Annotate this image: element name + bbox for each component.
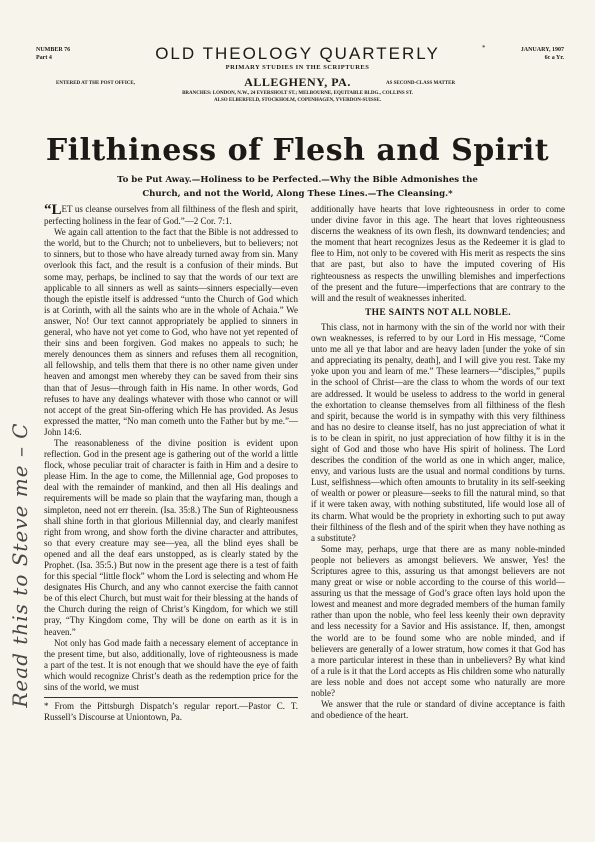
issue-part: Part 4 (36, 55, 52, 61)
branch-offices (70, 90, 525, 104)
branches-line-1: BRANCHES: LONDON, N.W., 24 EVERSHOLT ST.; MELBOURNE, EQUITABLE BLDG., COLLINS ST. (182, 91, 413, 96)
entered-notice: ENTERED AT THE POST OFFICE, (56, 81, 135, 86)
paragraph: This class, not in harmony with the sin of the world nor with their own weaknesses, is referred to by our Lord in His message, “Come unto me all ye that labor and are heavy laden [under the yoke of sin and appreciating its penalty, death], and I will give you rest. Take my yoke upon you and learn of me.” These learners—“disciples,” pupils in the school of Christ—are the class to whom the words of our text are addressed. It would be useless to address to the world in general the exhortation to cleanse themselves from all filthiness of the flesh and spirit, because the world is in sympathy with this very filthiness and has no desire to cleanse itself, has no just appreciation of what it is to be clean in spirit, no just appreciation of how filthy it is in the sight of God and those who have His spirit of holiness. The Lord describes the condition of the world as one in which anger, malice, envy, and various lusts are the usual and normal conditions by turns. Lust, selfishness—which often amounts to brutality in its self-seeking of wealth or power or pleasure—seeks to fill the natural mind, so that if it were taken away, with nothing substituted, life would lose all of its charm. What would be the propriety in exhorting such to put away their filthiness of the flesh and of the spirit when they have nothing as a substitute? (311, 321, 565, 543)
issue-date-price (516, 46, 564, 62)
publication-title: OLD THEOLOGY QUARTERLY (155, 44, 440, 63)
section-heading: THE SAINTS NOT ALL NOBLE. (365, 307, 511, 318)
publication-place: ALLEGHENY, PA. (244, 75, 351, 89)
mail-class-notice: AS SECOND-CLASS MATTER (386, 81, 456, 86)
issue-info (36, 46, 70, 62)
paragraph-text: ET us cleanse ourselves from all filthiness of the flesh and spirit, perfecting holiness in the fear of God.”—2 Cor. 7:1. (44, 204, 298, 227)
article-title: Filthiness of Flesh and Spirit (45, 133, 550, 168)
paragraph (44, 204, 298, 227)
left-column (44, 204, 298, 723)
paragraph: additionally have hearts that love righteousness in order to come under divine favor in this age. The heart that loves righteousness discerns the weakness of its own flesh, its downward tendencies; and the moment that heart recognizes Jesus as the Redeemer it is glad to flee to Him, not only to be covered with His merit as respects the sins that are past, but also to have the imputed covering of His righteousness as respects the unwilling blemishes and imperfections of the present and the future—imperfections that are contrary to the will and the result of weaknesses inherited. (311, 204, 565, 303)
issue-price: 6c a Yr. (544, 55, 564, 61)
paragraph: Not only has God made faith a necessary element of acceptance in the present time, but also, additionally, love of righteousness is made a part of the test. It is not enough that we should have the eye of faith which would recognize Christ’s death as the redemption price for the sins of the world, we must (44, 637, 298, 693)
paragraph: We again call attention to the fact that the Bible is not addressed to the world, but to the Church; not to unbelievers, but to believers; not to sinners, but to those who have already turned away from sin. Many overlook this fact, and the result is a confusion of their minds. But some may, perhaps, be inclined to say that the words of our text are applicable to all sinners as well as saints—sinners especially—even though the epistle itself is addressed “unto the Church of God which is at Corinth, with all the saints who are in the whole of Achaia.” We answer, No! Our text cannot appropriately be applied to sinners in general, who have not yet come to God, who have not yet repented of their sins and been forgiven. God makes no appeals to such; he merely denounces them as sinners and refuses them all recognition, all fellowship, and tells them that there is no other name given under heaven and amongst men whereby they can be saved from their sins than that of Jesus—through faith in His name. In other words, God refuses to have any dealings whatever with those who cannot or will not accept of the great Sin-offering which He has provided. As Jesus expressed the matter, “No man cometh unto the Father but by me.”—John 14:6. (44, 227, 298, 437)
article-subtitle-line-2: Church, and not the World, Along These Lines.—The Cleansing.* (142, 189, 453, 199)
footnote: * From the Pittsburgh Dispatch’s regular report.—Pastor C. T. Russell’s Discourse at Uniontown, Pa. (44, 697, 298, 723)
masthead-asterisk: * (482, 44, 486, 52)
article-subtitle (40, 173, 555, 201)
right-column (311, 204, 565, 721)
drop-cap: “L (44, 202, 62, 218)
issue-date: JANUARY, 1907 (520, 47, 564, 53)
handwritten-margin-note: Read this to Steve me – C (8, 422, 32, 708)
paragraph: The reasonableness of the divine position is evident upon reflection. God in the present age is gathering out of the world a little flock, whose peculiar trait of character is faith in Him and a desire to please Him. In the age to come, the Millennial age, God proposes to deal with the remainder of mankind, and then all His dealings and requirements will be made so plain that the wayfaring man, though a simpleton, need not err therein. (Isa. 35:8.) The Sun of Righteousness shall shine forth in that glorious Millennial day, and clearly manifest right from wrong, and show forth the divine character and attributes, so that every creature may see—yea, all the blind eyes shall be opened and all the deaf ears unstopped, as is clearly stated by the Prophet. (Isa. 35:5.) But now in the present age there is a test of faith for this special “little flock” whom the Lord is selecting and whom He designates His Church, and any who cannot exercise the faith cannot be of this elect Church, but must wait for their blessing at the hands of the Church during the reign of Christ’s Kingdom, for which we still pray, “Thy Kingdom come, Thy will be done on earth as it is in heaven.” (44, 437, 298, 637)
article-subtitle-line-1: To be Put Away.—Holiness to be Perfected.—Why the Bible Admonishes the (117, 175, 478, 185)
publication-subtitle: PRIMARY STUDIES IN THE SCRIPTURES (225, 64, 370, 71)
branches-line-2: ALSO ELBERFELD, STOCKHOLM, COPENHAGEN, YVERDON-SUISSE. (214, 98, 381, 103)
paragraph: We answer that the rule or standard of divine acceptance is faith and obedience of the heart. (311, 699, 565, 721)
issue-number: NUMBER 76 (36, 47, 71, 53)
paragraph: Some may, perhaps, urge that there are as many noble-minded people not believers as amongst believers. We answer, Yes! the Scriptures agree to this, assuring us that amongst believers are not many great or wise or noble according to the course of this world—assuring us that the message of God’s grace often lays hold upon the lowest and meanest and more degraded members of the human family rather than upon the noble, who feel less keenly their own depravity and less necessity for a Savior and His assistance. If, then, amongst the world are to be found some who are noble minded, and if believers are generally of a lower stratum, how comes it that God has a more particular interest in these than in unbelievers? By what kind of a rule is it that the Lord accepts as His children some who naturally are less noble and does not accept some who naturally are more noble? (311, 543, 565, 699)
